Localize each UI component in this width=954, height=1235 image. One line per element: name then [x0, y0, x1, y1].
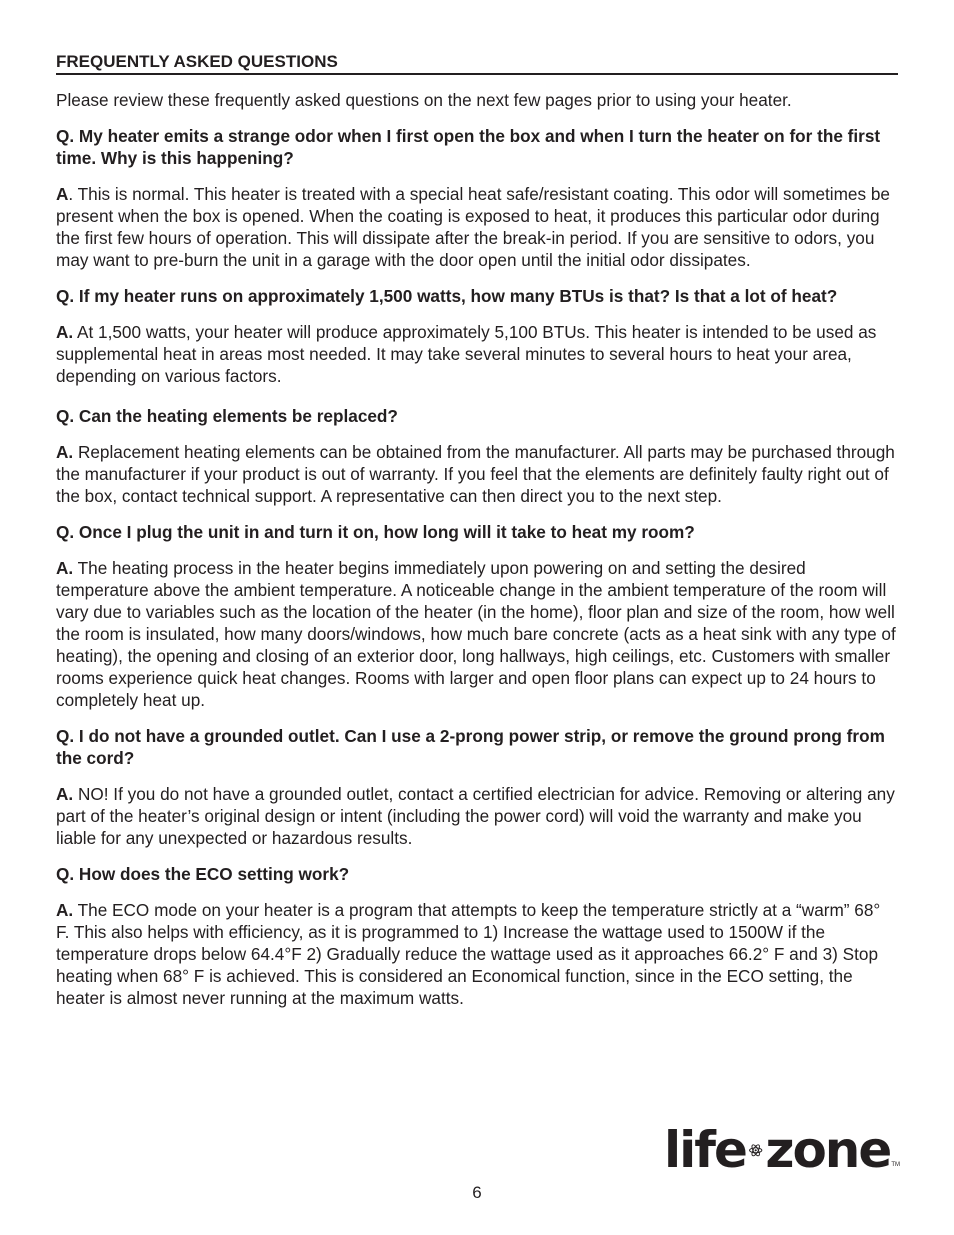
faq-question: Q. Can the heating elements be replaced?: [56, 406, 398, 426]
faq-item-btus: [56, 285, 898, 387]
faq-answer: [56, 321, 898, 387]
answer-text: NO! If you do not have a grounded outlet, contact a certified electrician for advice. Removing or altering any part of the heater’s original design or intent (including the power cord) will void the warranty and make you liable for any unexpected or hazardous results.: [56, 784, 895, 848]
faq-answer: [56, 557, 898, 711]
answer-prefix: A.: [56, 322, 74, 342]
faq-question: Q. My heater emits a strange odor when I first open the box and when I turn the heater on for the first time. Why is this happening?: [56, 126, 881, 168]
faq-question: Q. Once I plug the unit in and turn it on, how long will it take to heat my room?: [56, 522, 695, 542]
answer-prefix: A.: [56, 900, 74, 920]
faq-item-heat-time: [56, 521, 898, 711]
faq-item-eco: [56, 863, 898, 1009]
faq-question: Q. If my heater runs on approximately 1,500 watts, how many BTUs is that? Is that a lot of heat?: [56, 286, 838, 306]
page-number: 6: [472, 1183, 482, 1202]
faq-answer: [56, 783, 898, 849]
logo-text-life: life: [664, 1121, 746, 1179]
answer-prefix: A.: [56, 784, 74, 804]
answer-prefix: A.: [56, 558, 74, 578]
faq-item-grounded-outlet: [56, 725, 898, 849]
trademark-symbol: TM: [891, 1162, 900, 1168]
atom-icon: [748, 1120, 763, 1180]
answer-prefix: A.: [56, 442, 74, 462]
answer-text: The heating process in the heater begins immediately upon powering on and setting the desired temperature above the ambient temperature. A noticeable change in the ambient temperature of the room will vary due to variables such as the location of the heater (in the home), floor plan and size of the room, how well the room is insulated, how many doors/windows, how much bare concrete (acts as a heat sink with any type of heating), the opening and closing of an exterior door, long hallways, high ceilings, etc. Customers with smaller rooms experience quick heat changes. Rooms with larger and open floor plans can expect up to 24 hours to completely heat up.: [56, 558, 896, 710]
faq-page: [56, 52, 898, 1009]
answer-text: Replacement heating elements can be obtained from the manufacturer. All parts may be purchased through the manufacturer if your product is out of warranty. If you feel that the elements are definitely faulty right out of the box, contact technical support. A representative can then direct you to the next step.: [56, 442, 895, 506]
answer-text: The ECO mode on your heater is a program that attempts to keep the temperature strictly at a “warm” 68° F. This also helps with efficiency, as it is programmed to 1) Increase the wattage used to 1500W if the temperature drops below 64.4°F 2) Gradually reduce the wattage used as it approaches 66.2° F and 3) Stop heating when 68° F is achieved. This is considered an Economical function, since in the ECO setting, the heater is almost never running at the maximum watts.: [56, 900, 881, 1008]
section-heading: FREQUENTLY ASKED QUESTIONS: [56, 52, 898, 75]
faq-question: Q. I do not have a grounded outlet. Can I use a 2-prong power strip, or remove the ground prong from the cord?: [56, 726, 885, 768]
faq-item-odor: [56, 125, 898, 271]
faq-item-elements: [56, 405, 898, 507]
answer-text: . This is normal. This heater is treated with a special heat safe/resistant coating. This odor will sometimes be present when the box is opened. When the coating is exposed to heat, it produces this particular odor during the first few hours of operation. This will dissipate after the break-in period. If you are sensitive to odors, you may want to pre-burn the unit in a garage with the door open until the initial odor dissipates.: [56, 184, 890, 270]
answer-prefix: A: [56, 184, 69, 204]
answer-text: At 1,500 watts, your heater will produce approximately 5,100 BTUs. This heater is intended to be used as supplemental heat in areas most needed. It may take several minutes to several hours to heat your area, depending on various factors.: [56, 322, 877, 386]
logo-text-zone: zone: [765, 1121, 891, 1179]
lifezone-logo: [664, 1118, 900, 1182]
faq-question: Q. How does the ECO setting work?: [56, 864, 350, 884]
faq-answer: [56, 441, 898, 507]
faq-answer: [56, 183, 898, 271]
intro-text: Please review these frequently asked questions on the next few pages prior to using your heater.: [56, 90, 792, 110]
faq-answer: [56, 899, 898, 1009]
